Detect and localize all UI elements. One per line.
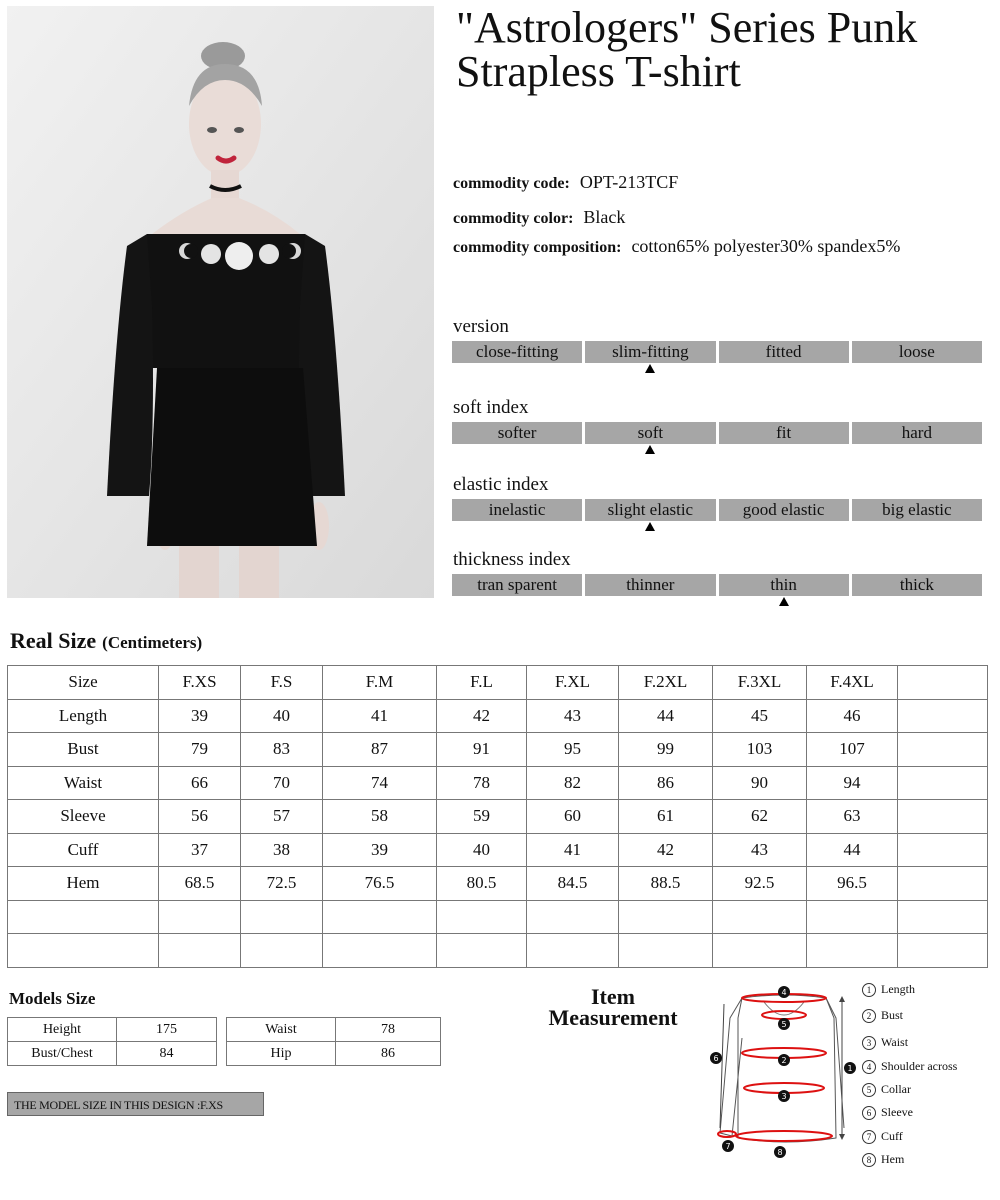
table-cell: 68.5 — [159, 867, 241, 901]
table-cell — [807, 900, 898, 934]
legend-number: 7 — [862, 1130, 876, 1144]
table-cell — [898, 699, 988, 733]
table-cell: 63 — [807, 800, 898, 834]
table-cell: 91 — [437, 733, 527, 767]
row-label — [8, 934, 159, 968]
table-cell: 41 — [527, 833, 619, 867]
table-row — [227, 1042, 441, 1066]
model-photo — [7, 6, 434, 598]
table-cell: 44 — [619, 699, 713, 733]
table-row — [8, 1042, 217, 1066]
table-row — [8, 733, 988, 767]
table-cell: 41 — [323, 699, 437, 733]
table-cell — [898, 766, 988, 800]
table-cell — [619, 934, 713, 968]
elastic-index-option: big elastic — [852, 499, 982, 521]
table-cell: 46 — [807, 699, 898, 733]
commodity-composition-value: cotton65% polyester30% spandex5% — [631, 236, 901, 256]
table-cell: 79 — [159, 733, 241, 767]
legend-item — [862, 982, 915, 997]
legend-label: Hem — [881, 1152, 905, 1166]
legend-number: 8 — [862, 1153, 876, 1167]
version-option: slim-fitting — [585, 341, 715, 363]
legend-item — [862, 1152, 904, 1167]
table-cell — [437, 934, 527, 968]
table-cell — [898, 867, 988, 901]
table-cell: 45 — [713, 699, 807, 733]
legend-label: Collar — [881, 1082, 911, 1096]
table-cell: 60 — [527, 800, 619, 834]
table-cell: 76.5 — [323, 867, 437, 901]
column-header: F.2XL — [619, 666, 713, 700]
models-size-title: Models Size — [9, 989, 96, 1008]
models-size-table-right — [226, 1017, 441, 1066]
table-cell: 95 — [527, 733, 619, 767]
commodity-code-value: OPT-213TCF — [579, 172, 679, 192]
table-cell: 42 — [437, 699, 527, 733]
svg-text:1: 1 — [847, 1064, 853, 1073]
table-row — [8, 900, 988, 934]
table-cell: 37 — [159, 833, 241, 867]
legend-item — [862, 1035, 908, 1050]
table-cell: 92.5 — [713, 867, 807, 901]
table-cell: 70 — [241, 766, 323, 800]
elastic-index-option: slight elastic — [585, 499, 715, 521]
table-cell: 38 — [241, 833, 323, 867]
legend-item — [862, 1008, 903, 1023]
commodity-composition-label: commodity composition: — [453, 239, 622, 256]
legend-label: Sleeve — [881, 1105, 913, 1119]
product-title-line2: Strapless T-shirt — [456, 47, 741, 96]
table-cell: 80.5 — [437, 867, 527, 901]
legend-item — [862, 1105, 913, 1120]
legend-item — [862, 1129, 903, 1144]
soft-index-option: fit — [719, 422, 849, 444]
legend-label: Shoulder across — [881, 1059, 958, 1073]
table-cell: 61 — [619, 800, 713, 834]
table-cell: 44 — [807, 833, 898, 867]
measurement-diagram — [702, 978, 862, 1160]
svg-text:8: 8 — [777, 1148, 783, 1157]
real-size-title: Real Size — [10, 628, 97, 653]
svg-text:6: 6 — [713, 1054, 719, 1063]
table-row — [8, 867, 988, 901]
column-header: F.4XL — [807, 666, 898, 700]
item-measurement-title-line2: Measurement — [548, 1005, 678, 1030]
table-row — [8, 699, 988, 733]
table-cell: 96.5 — [807, 867, 898, 901]
table-cell — [898, 800, 988, 834]
svg-text:5: 5 — [781, 1020, 787, 1029]
product-title-line1: "Astrologers" Series Punk — [456, 3, 918, 52]
table-cell: 40 — [241, 699, 323, 733]
table-cell: 56 — [159, 800, 241, 834]
table-row — [8, 833, 988, 867]
table-cell: 43 — [527, 699, 619, 733]
table-cell: 39 — [159, 699, 241, 733]
table-header-row — [8, 666, 988, 700]
table-cell — [241, 900, 323, 934]
table-cell: 94 — [807, 766, 898, 800]
legend-label: Waist — [881, 1035, 909, 1049]
column-header: F.L — [437, 666, 527, 700]
row-label: Bust — [8, 733, 159, 767]
table-cell: 66 — [159, 766, 241, 800]
real-size-heading — [10, 628, 202, 654]
elastic-index-selected-marker — [645, 522, 655, 531]
table-cell: 82 — [527, 766, 619, 800]
legend-number: 6 — [862, 1106, 876, 1120]
model-measure-label: Waist — [227, 1018, 336, 1042]
commodity-color-label: commodity color: — [453, 210, 574, 227]
table-cell: 43 — [713, 833, 807, 867]
table-cell: 72.5 — [241, 867, 323, 901]
table-cell: 88.5 — [619, 867, 713, 901]
table-cell: 57 — [241, 800, 323, 834]
soft-index-option: softer — [452, 422, 582, 444]
row-label: Hem — [8, 867, 159, 901]
version-selected-marker — [645, 364, 655, 373]
legend-number: 4 — [862, 1060, 876, 1074]
legend-item — [862, 1059, 957, 1074]
model-measure-label: Hip — [227, 1042, 336, 1066]
table-cell: 40 — [437, 833, 527, 867]
table-cell — [159, 934, 241, 968]
table-row — [8, 1018, 217, 1042]
table-cell — [323, 900, 437, 934]
model-measure-label: Bust/Chest — [8, 1042, 117, 1066]
table-cell — [241, 934, 323, 968]
table-cell — [437, 900, 527, 934]
soft-index-bar — [452, 422, 982, 444]
item-measurement-title-line1: Item — [591, 984, 635, 1009]
real-size-unit: (Centimeters) — [102, 633, 203, 652]
model-measure-value: 86 — [336, 1042, 441, 1066]
row-label: Length — [8, 699, 159, 733]
model-measure-value: 84 — [117, 1042, 217, 1066]
version-option: loose — [852, 341, 982, 363]
table-cell — [527, 900, 619, 934]
column-header — [898, 666, 988, 700]
soft-index-selected-marker — [645, 445, 655, 454]
commodity-code-label: commodity code: — [453, 175, 570, 192]
elastic-index-option: inelastic — [452, 499, 582, 521]
table-cell: 74 — [323, 766, 437, 800]
commodity-color-row — [453, 207, 625, 228]
row-label — [8, 900, 159, 934]
table-cell: 62 — [713, 800, 807, 834]
row-label: Cuff — [8, 833, 159, 867]
column-header: F.S — [241, 666, 323, 700]
table-cell — [713, 934, 807, 968]
elastic-index-title: elastic index — [453, 474, 549, 495]
legend-number: 2 — [862, 1009, 876, 1023]
table-cell: 90 — [713, 766, 807, 800]
table-cell: 87 — [323, 733, 437, 767]
version-option: close-fitting — [452, 341, 582, 363]
table-cell: 103 — [713, 733, 807, 767]
version-option: fitted — [719, 341, 849, 363]
table-row — [8, 934, 988, 968]
commodity-code-row — [453, 172, 678, 193]
table-cell: 86 — [619, 766, 713, 800]
thickness-index-selected-marker — [779, 597, 789, 606]
table-cell — [527, 934, 619, 968]
legend-label: Length — [881, 982, 915, 996]
soft-index-option: soft — [585, 422, 715, 444]
column-header: F.XL — [527, 666, 619, 700]
table-cell — [619, 900, 713, 934]
thickness-index-title: thickness index — [453, 549, 571, 570]
svg-text:7: 7 — [725, 1142, 731, 1151]
model-measure-value: 175 — [117, 1018, 217, 1042]
table-cell — [807, 934, 898, 968]
model-measure-value: 78 — [336, 1018, 441, 1042]
legend-label: Bust — [881, 1008, 904, 1022]
commodity-color-value: Black — [583, 207, 626, 227]
svg-text:4: 4 — [781, 988, 787, 997]
column-header: Size — [8, 666, 159, 700]
real-size-table — [7, 665, 988, 968]
thickness-index-option: thin — [719, 574, 849, 596]
table-row — [8, 800, 988, 834]
thickness-index-bar — [452, 574, 982, 596]
version-bar — [452, 341, 982, 363]
product-title — [456, 3, 996, 96]
row-label: Waist — [8, 766, 159, 800]
commodity-composition-row — [453, 236, 900, 257]
legend-number: 5 — [862, 1083, 876, 1097]
table-cell: 84.5 — [527, 867, 619, 901]
legend-number: 1 — [862, 983, 876, 997]
version-title: version — [453, 316, 509, 337]
table-cell: 83 — [241, 733, 323, 767]
table-cell: 78 — [437, 766, 527, 800]
svg-text:2: 2 — [781, 1056, 787, 1065]
table-row — [227, 1018, 441, 1042]
soft-index-option: hard — [852, 422, 982, 444]
table-cell: 107 — [807, 733, 898, 767]
table-cell — [323, 934, 437, 968]
soft-index-title: soft index — [453, 397, 529, 418]
models-size-table-left — [7, 1017, 217, 1066]
column-header: F.XS — [159, 666, 241, 700]
table-cell: 58 — [323, 800, 437, 834]
column-header: F.3XL — [713, 666, 807, 700]
table-cell — [898, 934, 988, 968]
table-cell — [159, 900, 241, 934]
model-measure-label: Height — [8, 1018, 117, 1042]
table-cell: 42 — [619, 833, 713, 867]
table-cell — [898, 733, 988, 767]
table-cell — [898, 900, 988, 934]
thickness-index-option: thinner — [585, 574, 715, 596]
legend-number: 3 — [862, 1036, 876, 1050]
column-header: F.M — [323, 666, 437, 700]
model-size-note: THE MODEL SIZE IN THIS DESIGN :F.XS — [7, 1092, 264, 1116]
thickness-index-option: thick — [852, 574, 982, 596]
table-cell: 59 — [437, 800, 527, 834]
legend-item — [862, 1082, 911, 1097]
table-cell: 99 — [619, 733, 713, 767]
thickness-index-option: tran sparent — [452, 574, 582, 596]
elastic-index-option: good elastic — [719, 499, 849, 521]
legend-label: Cuff — [881, 1129, 903, 1143]
row-label: Sleeve — [8, 800, 159, 834]
table-cell: 39 — [323, 833, 437, 867]
table-cell — [898, 833, 988, 867]
svg-text:3: 3 — [781, 1092, 787, 1101]
table-row — [8, 766, 988, 800]
table-cell — [713, 900, 807, 934]
elastic-index-bar — [452, 499, 982, 521]
item-measurement-title — [533, 986, 693, 1028]
